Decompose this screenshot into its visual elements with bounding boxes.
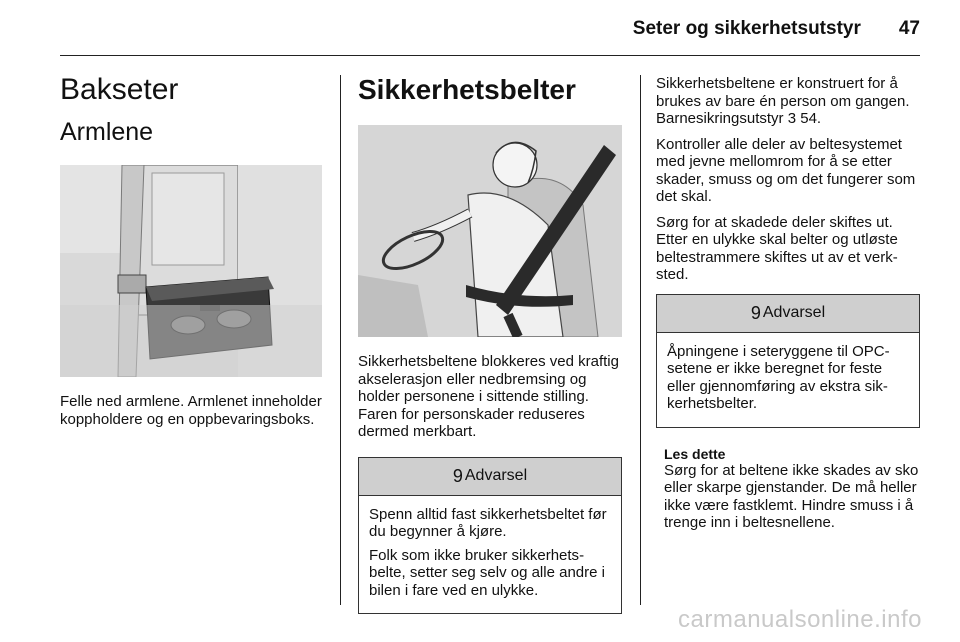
warning-paragraph: Åpningene i seteryggene til OPC-setene er ikke beregnet for feste eller gjennomføring av ekstra sikkerhetsbelter. <box>667 342 890 412</box>
section-heading-sikkerhetsbelter: Sikkerhetsbelter <box>358 74 576 105</box>
watermark-text: carmanualsonline.info <box>678 606 922 633</box>
seatbelt-driver-illustration <box>358 125 622 337</box>
right-column <box>656 75 922 532</box>
usage-paragraph <box>656 75 922 128</box>
usage-text: Sikkerhetsbeltene er konstruert for å brukes av bare én person om gangen. Barnesikringsutstyr <box>656 75 910 127</box>
warning-box-right <box>656 294 920 428</box>
armrest-illustration <box>60 165 322 377</box>
subheading-armlene: Armlene <box>60 118 154 146</box>
inspection-paragraph: Kontroller alle deler av beltesystemet med jevne mellomrom for å se etter skader, smuss og om det fungerer som det skal. <box>656 135 916 205</box>
seatbelt-description: Sikkerhetsbeltene blokkeres ved kraftig akselerasjon eller nedbremsing og holder personene i sittende stilling. Faren for personskader reduseres dermed merkbart. <box>358 353 619 440</box>
warning-paragraph: Spenn alltid fast sikkerhetsbeltet før du begynner å kjøre. <box>369 505 607 540</box>
page-header <box>633 18 920 40</box>
warning-header <box>359 458 621 496</box>
warning-paragraph: Folk som ikke bruker sikkerhetsbelte, setter seg selv og alle andre i bilen i fare ved en ulykke. <box>369 546 605 599</box>
note-text: Sørg for at beltene ikke skades av sko eller skarpe gjenstander. De må heller ikke være fastklemt. Hindre smuss i å trenge inn i beltesnellene. <box>664 461 919 531</box>
middle-column <box>358 75 623 614</box>
warning-triangle-icon: 9 <box>750 302 761 323</box>
left-column <box>60 75 324 428</box>
column-divider-1 <box>340 75 341 605</box>
warning-title: Advarsel <box>464 467 528 484</box>
warning-body <box>359 496 621 614</box>
note-block <box>656 446 922 532</box>
section-heading-bakseter: Bakseter <box>60 73 179 106</box>
warning-body <box>657 333 919 427</box>
replacement-paragraph: Sørg for at skadede deler skiftes ut. Etter en ulykke skal belter og utløste beltestrammere skiftes ut av et verksted. <box>656 213 898 283</box>
warning-header <box>657 295 919 333</box>
header-divider <box>60 55 920 56</box>
warning-box-middle <box>358 457 622 615</box>
section-title: Seter og sikkerhetsutstyr <box>632 18 861 39</box>
page-reference-link[interactable]: 54. <box>800 110 822 127</box>
page-number: 47 <box>898 18 920 39</box>
column-divider-2 <box>640 75 641 605</box>
warning-triangle-icon: 9 <box>452 465 463 486</box>
warning-title: Advarsel <box>762 304 826 321</box>
page-reference-icon: 3 <box>787 110 797 127</box>
note-title: Les dette <box>664 445 726 462</box>
armrest-description: Felle ned armlene. Armlenet inneholder koppholdere og en oppbevaringsboks. <box>60 393 322 428</box>
